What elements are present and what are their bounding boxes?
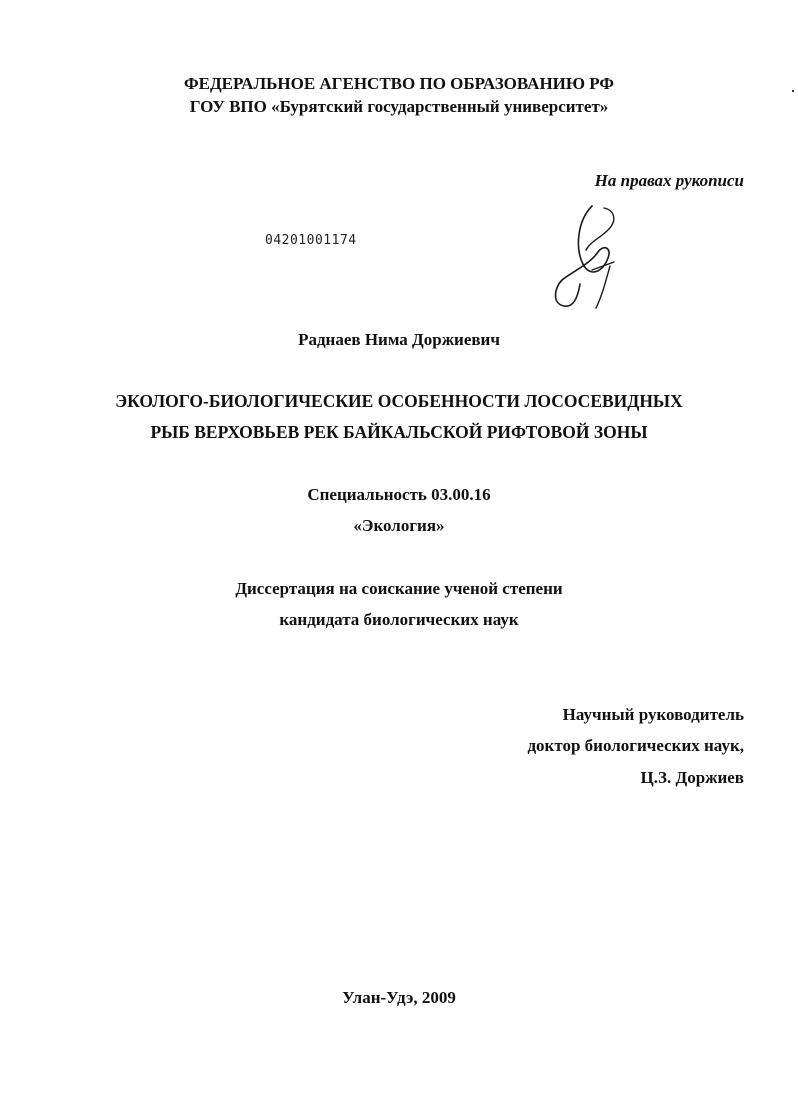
- university-line: ГОУ ВПО «Бурятский государственный университет»: [189, 97, 609, 116]
- inventory-number: 04201001174: [265, 233, 357, 248]
- degree-line-2: кандидата биологических наук: [279, 610, 519, 629]
- city-year: Улан-Удэ, 2009: [342, 988, 456, 1007]
- scan-speck: [792, 90, 794, 92]
- supervisor-degree: доктор биологических наук,: [527, 736, 744, 755]
- supervisor-name: Ц.З. Доржиев: [640, 768, 744, 787]
- author-name: Раднаев Нима Доржиевич: [298, 330, 500, 349]
- supervisor-role: Научный руководитель: [562, 705, 744, 724]
- agency-line: ФЕДЕРАЛЬНОЕ АГЕНСТВО ПО ОБРАЗОВАНИЮ РФ: [184, 74, 614, 93]
- thesis-title-line-1: ЭКОЛОГО-БИОЛОГИЧЕСКИЕ ОСОБЕННОСТИ ЛОСОСЕВИДНЫХ: [115, 391, 683, 411]
- signature: [548, 200, 628, 312]
- manuscript-note: На правах рукописи: [594, 171, 744, 190]
- degree-line-1: Диссертация на соискание ученой степени: [235, 579, 563, 598]
- specialty-name: «Экология»: [353, 516, 445, 535]
- specialty-code: Специальность 03.00.16: [307, 485, 491, 504]
- thesis-title-line-2: РЫБ ВЕРХОВЬЕВ РЕК БАЙКАЛЬСКОЙ РИФТОВОЙ ЗОНЫ: [150, 422, 648, 442]
